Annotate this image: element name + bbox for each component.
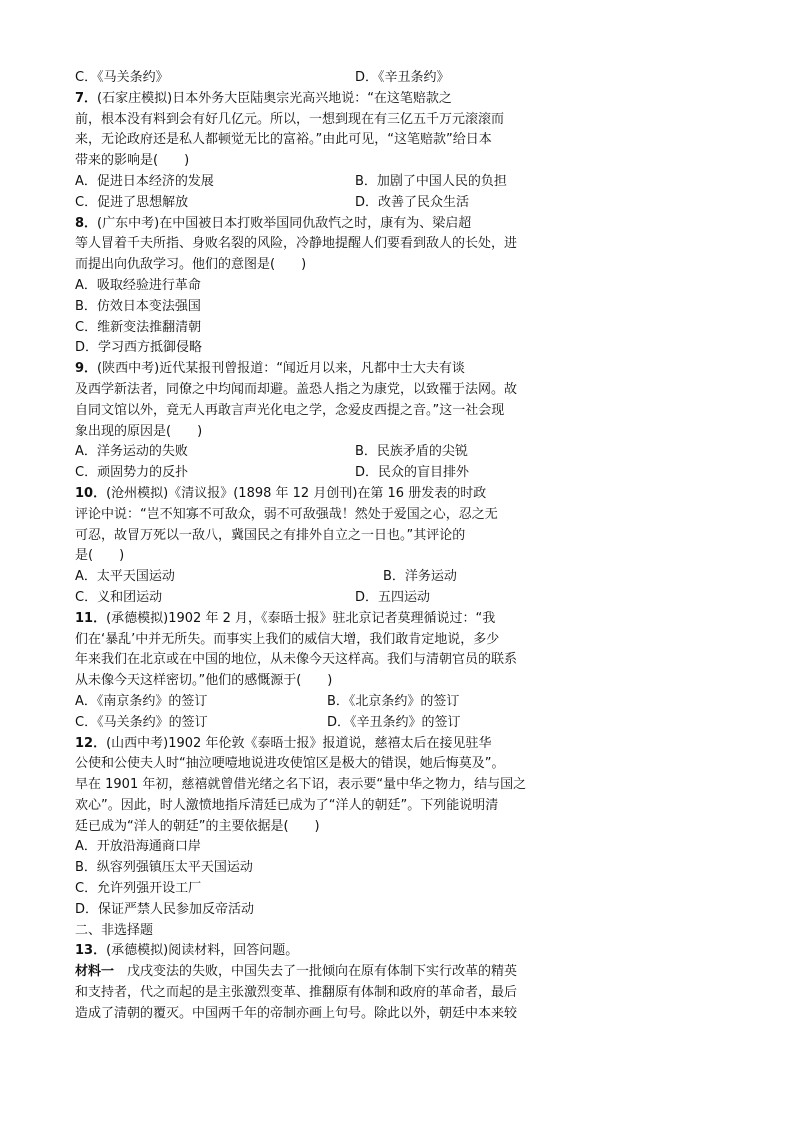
q11-stem-line-2: 们在‘暴乱’中并无所失。而事实上我们的威信大增，我们敢肯定地说，多少 (75, 631, 500, 647)
q13-number: 13． (75, 943, 107, 959)
q10-options-cd (75, 588, 565, 609)
q8-number: 8． (75, 215, 98, 231)
q8-option-c: C．维新变法推翻清朝 (75, 319, 202, 335)
q12-number: 12． (75, 735, 107, 751)
q11-option-d: D．《辛丑条约》的签订 (327, 714, 461, 730)
q10-stem-line-2: 评论中说：“岂不知寡不可敌众，弱不可敌强哉！然处于爱国之心，忍之无 (75, 506, 498, 522)
q12-stem-line-1: 12．(山西中考)1902 年伦敦《泰晤士报》报道说，慈禧太后在接见驻华 (75, 735, 492, 751)
q7-stem-line-2: 前，根本没有料到会有好几亿元。所以，一想到现在有三亿五千万元滚滚而 (75, 111, 505, 127)
q11-stem-line-3: 年来我们在北京或在中国的地位，从未像今天这样高。我们与清朝官员的联系 (75, 652, 518, 668)
q13-material-line-3: 造成了清朝的覆灭。中国两千年的帝制亦画上句号。除此以外，朝廷中本来较 (75, 1005, 518, 1021)
q11-option-b: B．《北京条约》的签订 (327, 693, 460, 709)
q7-number: 7． (75, 90, 98, 106)
q9-option-c: C．顽固势力的反扑 (75, 465, 189, 481)
exam-page (75, 68, 565, 1025)
q10-option-d: D．五四运动 (355, 589, 431, 605)
q7-option-a: A．促进日本经济的发展 (75, 173, 214, 189)
q12-stem-line-2: 公使和公使夫人时“抽泣哽噎地说进攻使馆区是极大的错误，她后悔莫及”。 (75, 756, 505, 772)
q10-stem-line-4: 是( ) (75, 548, 125, 564)
q11-stem-line-1: 11．(承德模拟)1902 年 2 月，《泰晤士报》驻北京记者莫理循说过：“我 (75, 610, 496, 626)
q13-material-line-1: 材料一 戊戌变法的失败，中国失去了一批倾向在原有体制下实行改革的精英 (75, 964, 518, 980)
q7-stem-line-3: 来，无论政府还是私人都顿觉无比的富裕。”由此可见，“这笔赔款”给日本 (75, 132, 492, 148)
q11-options-cd (75, 713, 565, 734)
q12-stem-line-3: 早在 1901 年初，慈禧就曾借光绪之名下诏，表示要“量中华之物力，结与国之 (75, 777, 527, 793)
q8-stem-line-2: 等人冒着千夫所指、身败名裂的风险，冷静地提醒人们要看到敌人的长处，进 (75, 236, 518, 252)
q13-intro: 13．(承德模拟)阅读材料，回答问题。 (75, 943, 299, 959)
q7-option-b: B．加剧了中国人民的负担 (355, 173, 507, 189)
q12-option-c: C．允许列强开设工厂 (75, 881, 202, 897)
q9-stem-line-3: 自同文馆以外，竟无人再敢言声光化电之学，念爱皮西提之音。”这一社会现 (75, 402, 505, 418)
q9-option-b: B．民族矛盾的尖锐 (355, 444, 468, 460)
q10-option-b: B．洋务运动 (383, 569, 457, 585)
q8-option-d: D．学习西方抵御侵略 (75, 340, 203, 356)
q9-stem-line-1: 9．(陕西中考)近代某报刊曾报道：“闻近月以来，凡都中士大夫有谈 (75, 361, 465, 377)
q8-stem-line-3: 而提出向仇敌学习。他们的意图是( ) (75, 257, 307, 273)
q9-stem-line-2: 及西学新法者，同僚之中均闻而却避。盖恐人指之为康党，以致罹于法网。故 (75, 381, 518, 397)
q11-stem-line-4: 从未像今天这样密切。”他们的感慨源于( ) (75, 673, 333, 689)
q12-option-b: B．纵容列强镇压太平天国运动 (75, 860, 253, 876)
q10-stem-line-1: 10．(沧州模拟)《清议报》(1898 年 12 月创刊)在第 16 册发表的时政 (75, 485, 487, 501)
q7-options-ab (75, 172, 565, 193)
q8-option-a: A．吸取经验进行革命 (75, 277, 201, 293)
q12-stem-line-4: 欢心”。因此，时人激愤地指斥清廷已成为了“洋人的朝廷”。下列能说明清 (75, 797, 499, 813)
q10-stem-line-3: 可忍，故冒万死以一敌八，冀国民之有排外自立之一日也。”其评论的 (75, 527, 466, 543)
q12-option-a: A．开放沿海通商口岸 (75, 839, 201, 855)
q11-option-c: C．《马关条约》的签订 (75, 714, 208, 730)
q9-options-ab (75, 442, 565, 463)
q12-option-d: D．保证严禁人民参加反帝活动 (75, 901, 255, 917)
section-heading: 二、非选择题 (75, 922, 154, 938)
q7-options-cd (75, 193, 565, 214)
q10-option-a: A．太平天国运动 (75, 569, 175, 585)
q8-stem-line-1: 8．(广东中考)在中国被日本打败举国同仇敌忾之时，康有为、梁启超 (75, 215, 472, 231)
q7-stem-line-1: 7．(石家庄模拟)日本外务大臣陆奥宗光高兴地说：“在这笔赔款之 (75, 90, 452, 106)
q13-material-line-2: 和支持者，代之而起的是主张激烈变革、推翻原有体制和政府的革命者，最后 (75, 985, 518, 1001)
q9-option-d: D．民众的盲目排外 (355, 465, 470, 481)
q10-options-ab (75, 567, 565, 588)
q11-option-a: A．《南京条约》的签订 (75, 693, 208, 709)
q7-stem-line-4: 带来的影响是( ) (75, 153, 190, 169)
q11-number: 11． (75, 610, 107, 626)
q8-option-b: B．仿效日本变法强国 (75, 298, 201, 314)
q7-option-c: C．促进了思想解放 (75, 194, 189, 210)
q9-stem-line-4: 象出现的原因是( ) (75, 423, 203, 439)
q9-option-a: A．洋务运动的失败 (75, 444, 188, 460)
q10-number: 10． (75, 485, 107, 501)
material-label: 材料一 (75, 964, 115, 980)
q6-option-d: D．《辛丑条约》 (355, 70, 450, 85)
q6-options-cd (75, 68, 565, 89)
q7-option-d: D．改善了民众生活 (355, 194, 470, 210)
q11-options-ab (75, 692, 565, 713)
q9-number: 9． (75, 361, 98, 377)
q12-stem-line-5: 廷已成为“洋人的朝廷”的主要依据是( ) (75, 818, 320, 834)
q9-options-cd (75, 463, 565, 484)
q6-option-c: C．《马关条约》 (75, 70, 169, 85)
q10-option-c: C．义和团运动 (75, 589, 163, 605)
